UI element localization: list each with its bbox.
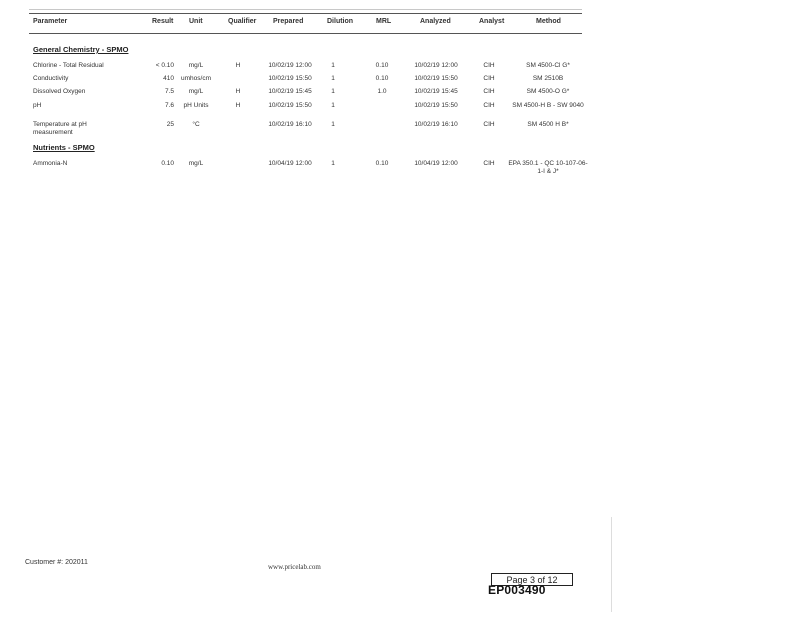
cell-parameter: Ammonia-N bbox=[33, 160, 68, 167]
cell-analyzed: 10/02/19 16:10 bbox=[414, 121, 458, 128]
cell-method: SM 4500 H B* bbox=[527, 121, 569, 128]
cell-mrl: 0.10 bbox=[375, 62, 389, 69]
cell-result: 25 bbox=[166, 121, 174, 128]
header-dilution: Dilution bbox=[327, 18, 354, 25]
cell-parameter: Temperature at pH measurement bbox=[33, 121, 87, 136]
cell-dilution: 1 bbox=[331, 75, 335, 82]
cell-unit: mg/L bbox=[188, 62, 204, 69]
cell-prepared: 10/04/19 12:00 bbox=[268, 160, 312, 167]
cell-analyzed: 10/02/19 15:45 bbox=[414, 88, 458, 95]
cell-unit: mg/L bbox=[188, 88, 204, 95]
cell-parameter: Conductivity bbox=[33, 75, 69, 82]
cell-qualifier: H bbox=[235, 88, 241, 95]
header-top-rule bbox=[29, 13, 582, 14]
scan-edge-line bbox=[611, 517, 612, 612]
footer-url: www.pricelab.com bbox=[268, 563, 321, 571]
cell-prepared: 10/02/19 15:50 bbox=[268, 75, 312, 82]
cell-parameter: pH bbox=[33, 102, 42, 109]
table-row bbox=[0, 160, 800, 182]
header-result: Result bbox=[152, 18, 174, 25]
section-title-general-chemistry: General Chemistry - SPMO bbox=[33, 45, 129, 54]
cell-unit: umhos/cm bbox=[181, 75, 211, 82]
cell-dilution: 1 bbox=[331, 121, 335, 128]
cell-analyzed: 10/02/19 12:00 bbox=[414, 62, 458, 69]
cell-mrl: 1.0 bbox=[377, 88, 387, 95]
cell-dilution: 1 bbox=[331, 160, 335, 167]
cell-dilution: 1 bbox=[331, 102, 335, 109]
cell-prepared: 10/02/19 16:10 bbox=[268, 121, 312, 128]
header-unit: Unit bbox=[189, 18, 203, 25]
cell-method: SM 4500-O G* bbox=[526, 88, 570, 95]
cell-result: 410 bbox=[163, 75, 174, 82]
cell-qualifier: H bbox=[235, 102, 241, 109]
top-faint-rule bbox=[29, 9, 582, 10]
cell-qualifier: H bbox=[235, 62, 241, 69]
header-analyzed: Analyzed bbox=[420, 18, 451, 25]
page-number-box: Page 3 of 12 bbox=[491, 573, 573, 586]
cell-parameter: Dissolved Oxygen bbox=[33, 88, 86, 95]
header-parameter: Parameter bbox=[33, 18, 68, 25]
cell-dilution: 1 bbox=[331, 62, 335, 69]
cell-analyst: CIH bbox=[483, 88, 495, 95]
cell-analyzed: 10/02/19 15:50 bbox=[414, 102, 458, 109]
cell-analyst: CIH bbox=[483, 62, 495, 69]
cell-prepared: 10/02/19 15:45 bbox=[268, 88, 312, 95]
cell-analyst: CIH bbox=[483, 121, 495, 128]
cell-analyst: CIH bbox=[483, 160, 495, 167]
cell-mrl: 0.10 bbox=[375, 75, 389, 82]
cell-result: < 0.10 bbox=[155, 62, 174, 69]
cell-method: SM 4500-H B - SW 9040 bbox=[512, 102, 584, 109]
header-prepared: Prepared bbox=[273, 18, 304, 25]
cell-prepared: 10/02/19 15:50 bbox=[268, 102, 312, 109]
cell-method: SM 4500-Cl G* bbox=[526, 62, 570, 69]
cell-analyst: CIH bbox=[483, 75, 495, 82]
header-method: Method bbox=[536, 18, 561, 25]
cell-result: 7.5 bbox=[164, 88, 174, 95]
cell-method: SM 2510B bbox=[532, 75, 564, 82]
cell-dilution: 1 bbox=[331, 88, 335, 95]
cell-result: 7.6 bbox=[164, 102, 174, 109]
cell-analyzed: 10/02/19 15:50 bbox=[414, 75, 458, 82]
cell-mrl: 0.10 bbox=[375, 160, 389, 167]
header-bottom-rule bbox=[29, 33, 582, 34]
cell-prepared: 10/02/19 12:00 bbox=[268, 62, 312, 69]
cell-analyzed: 10/04/19 12:00 bbox=[414, 160, 458, 167]
cell-analyst: CIH bbox=[483, 102, 495, 109]
header-mrl: MRL bbox=[376, 18, 392, 25]
table-row bbox=[0, 121, 800, 143]
cell-result: 0.10 bbox=[161, 160, 174, 167]
cell-unit: pH Units bbox=[183, 102, 209, 109]
cell-parameter: Chlorine - Total Residual bbox=[33, 62, 104, 69]
cell-unit: mg/L bbox=[188, 160, 204, 167]
header-qualifier: Qualifier bbox=[228, 18, 257, 25]
cell-method: EPA 350.1 - QC 10-107-06-1-I & J* bbox=[508, 160, 588, 175]
footer-customer-number: Customer #: 202011 bbox=[25, 559, 88, 566]
section-title-nutrients: Nutrients - SPMO bbox=[33, 143, 95, 152]
cell-unit: °C bbox=[192, 121, 200, 128]
bates-number: EP003490 bbox=[488, 583, 546, 597]
header-analyst: Analyst bbox=[479, 18, 505, 25]
